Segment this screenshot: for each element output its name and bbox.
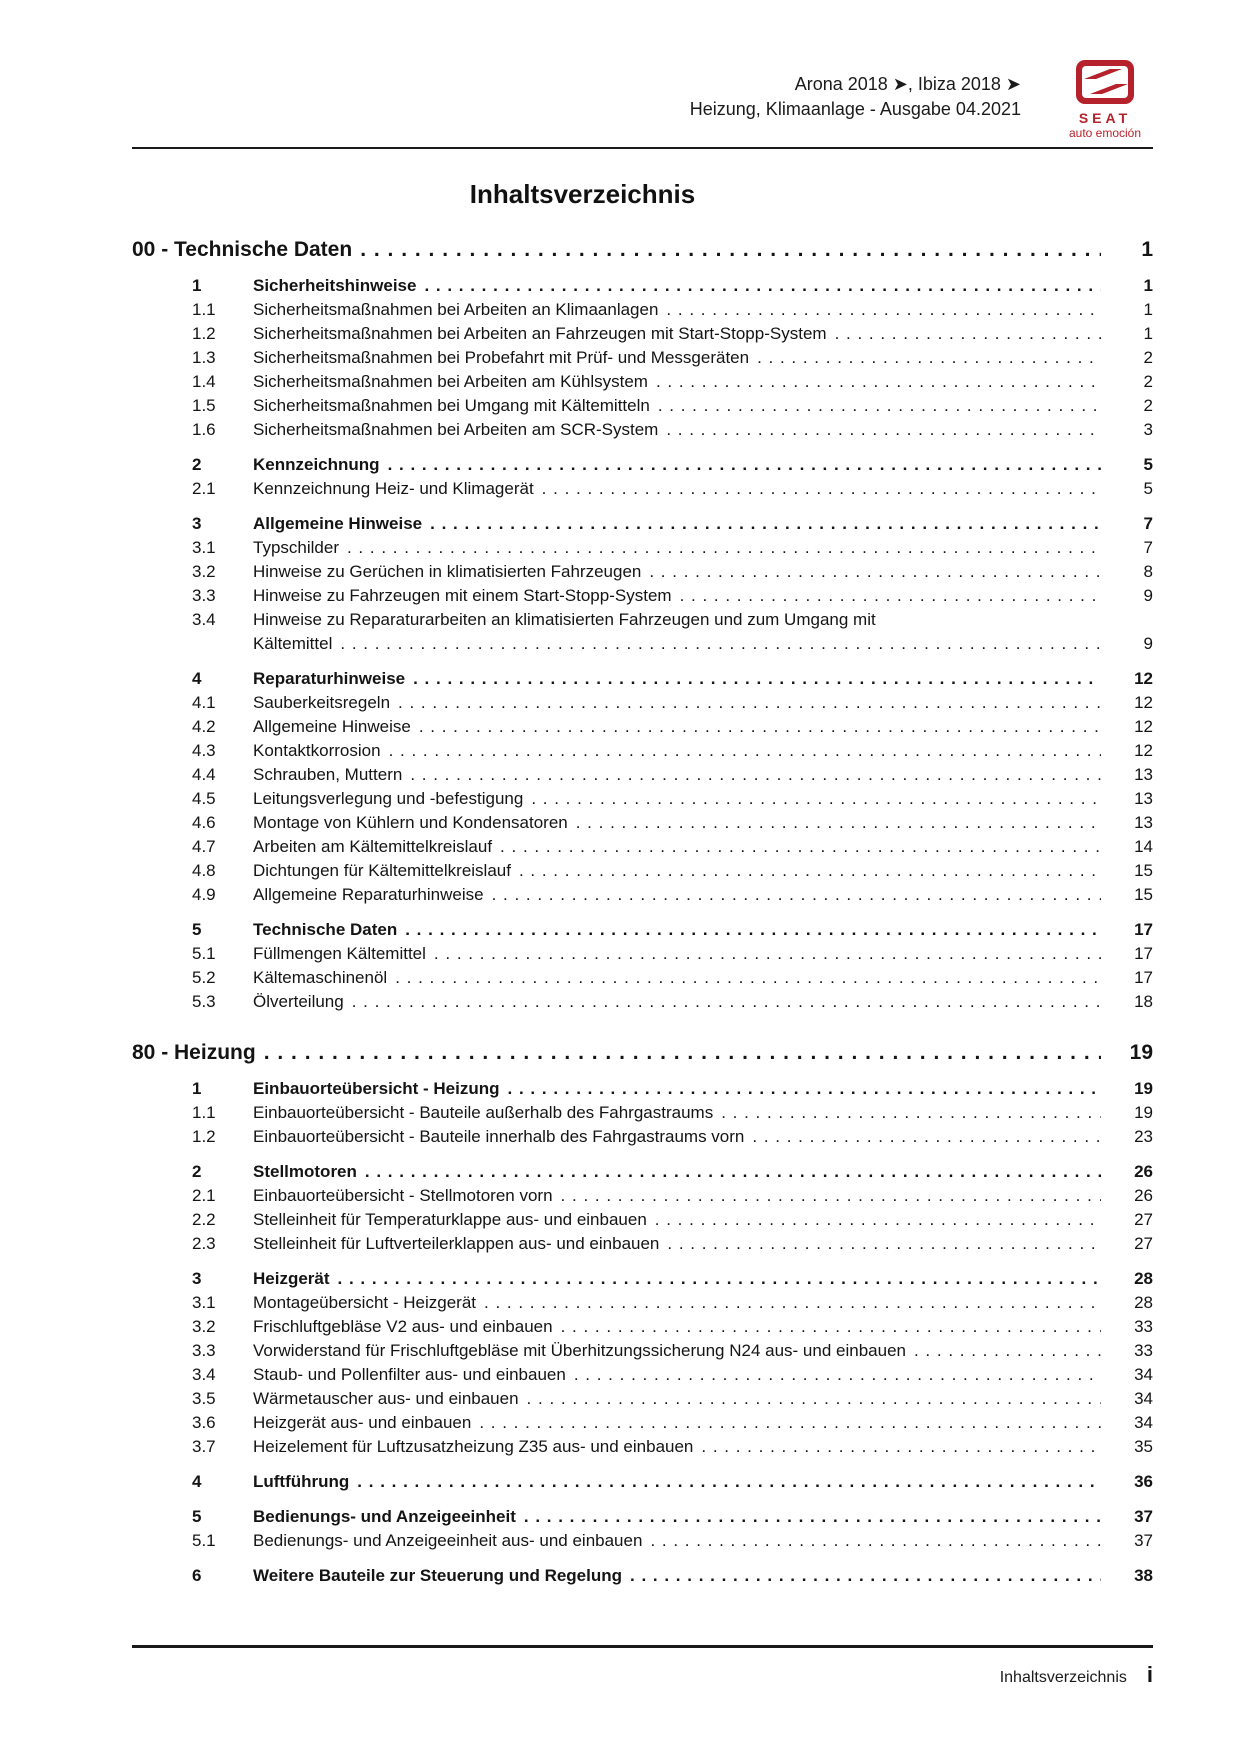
toc-entry-title: Luftführung xyxy=(253,1472,350,1491)
brand-logo xyxy=(1057,58,1153,140)
toc-entry-number: 1.3 xyxy=(192,348,216,367)
dot-leader xyxy=(527,1387,1101,1411)
dot-leader xyxy=(338,1267,1101,1291)
toc-entry-title: Sicherheitsmaßnahmen bei Arbeiten am SCR-System xyxy=(253,420,659,439)
toc-entry[interactable] xyxy=(132,1160,1153,1184)
toc-entry-page: 2 xyxy=(1143,396,1153,415)
toc-entry-title: Wärmetauscher aus- und einbauen xyxy=(253,1389,519,1408)
toc-entry-page: 5 xyxy=(1143,479,1153,498)
toc-entry-page: 38 xyxy=(1134,1566,1153,1585)
toc-entry-page: 9 xyxy=(1143,634,1153,653)
toc-entry-number: 4.8 xyxy=(192,861,216,880)
dot-leader xyxy=(479,1411,1101,1435)
toc-entry-number: 3 xyxy=(192,514,202,533)
toc-entry-page: 33 xyxy=(1134,1341,1153,1360)
toc-entry-number: 3.3 xyxy=(192,586,216,605)
dot-leader xyxy=(413,667,1101,691)
toc-entry-title: Einbauorteübersicht - Stellmotoren vorn xyxy=(253,1186,553,1205)
toc-entry[interactable] xyxy=(132,1435,1153,1459)
toc-entry-page: 27 xyxy=(1134,1234,1153,1253)
dot-leader xyxy=(264,1039,1101,1066)
toc-entry-title: Stelleinheit für Temperaturklappe aus- und einbauen xyxy=(253,1210,647,1229)
toc-entry[interactable] xyxy=(132,1411,1153,1435)
toc-entry[interactable] xyxy=(132,1315,1153,1339)
toc-entry-page: 1 xyxy=(1143,276,1153,295)
toc-entry[interactable] xyxy=(132,1077,1153,1101)
toc-entry[interactable] xyxy=(132,512,1153,536)
toc-entry[interactable] xyxy=(132,608,1153,632)
toc-entry-continuation[interactable] xyxy=(132,632,1153,656)
toc-entry-number: 2.1 xyxy=(192,479,216,498)
toc-entry-title: Stelleinheit für Luftverteilerklappen aus- und einbauen xyxy=(253,1234,660,1253)
toc-entry-page: 9 xyxy=(1143,586,1153,605)
page-header xyxy=(132,0,1153,140)
toc-section-page: 19 xyxy=(1129,1041,1153,1064)
toc-entry-title: Frischluftgebläse V2 aus- und einbauen xyxy=(253,1317,553,1336)
toc-entry-title: Einbauorteübersicht - Bauteile innerhalb des Fahrgastraums vorn xyxy=(253,1127,745,1146)
toc-entry-title: Hinweise zu Fahrzeugen mit einem Start-Stopp-System xyxy=(253,586,672,605)
toc-entry-title: Bedienungs- und Anzeigeeinheit aus- und einbauen xyxy=(253,1531,643,1550)
toc-entry-number: 2 xyxy=(192,455,202,474)
dot-leader xyxy=(650,1529,1101,1553)
toc-entry-title: Hinweise zu Reparaturarbeiten an klimatisierten Fahrzeugen und zum Umgang mit xyxy=(253,610,876,629)
footer-label: Inhaltsverzeichnis xyxy=(999,1669,1127,1686)
toc-section-title: 80 - Heizung xyxy=(132,1041,256,1064)
dot-leader xyxy=(656,370,1101,394)
dot-leader xyxy=(410,763,1101,787)
toc-entry-title: Füllmengen Kältemittel xyxy=(253,944,426,963)
toc-entry-page: 33 xyxy=(1134,1317,1153,1336)
toc-entry-title: Vorwiderstand für Frischluftgebläse mit Überhitzungssicherung N24 aus- und einbauen xyxy=(253,1341,906,1360)
toc-entry-title: Sicherheitsmaßnahmen bei Arbeiten am Kühlsystem xyxy=(253,372,648,391)
dot-leader xyxy=(630,1564,1101,1588)
toc-entry-page: 12 xyxy=(1134,741,1153,760)
toc-entry[interactable] xyxy=(132,918,1153,942)
toc-entry-number: 4.3 xyxy=(192,741,216,760)
dot-leader xyxy=(519,859,1101,883)
dot-leader xyxy=(508,1077,1101,1101)
toc-entry-page: 13 xyxy=(1134,813,1153,832)
dot-leader xyxy=(434,942,1101,966)
dot-leader xyxy=(492,883,1101,907)
toc-entry[interactable] xyxy=(132,1505,1153,1529)
toc-entry-page: 17 xyxy=(1134,920,1153,939)
toc-entry-number: 5 xyxy=(192,1507,202,1526)
seat-logo-icon xyxy=(1074,58,1136,111)
toc-entry-number: 3.1 xyxy=(192,538,216,557)
toc-entry-page: 26 xyxy=(1134,1186,1153,1205)
toc-entry-number: 5.2 xyxy=(192,968,216,987)
dot-leader xyxy=(680,584,1101,608)
dot-leader xyxy=(419,715,1101,739)
toc-entry-page: 34 xyxy=(1134,1413,1153,1432)
toc-entry-title: Stellmotoren xyxy=(253,1162,357,1181)
toc-entry[interactable] xyxy=(132,942,1153,966)
toc-entry-title: Staub- und Pollenfilter aus- und einbauen xyxy=(253,1365,566,1384)
dot-leader xyxy=(655,1208,1101,1232)
dot-leader xyxy=(424,274,1101,298)
toc-entry-number: 3.2 xyxy=(192,562,216,581)
toc-entry-title: Weitere Bauteile zur Steuerung und Regelung xyxy=(253,1566,623,1585)
toc-entry-page: 26 xyxy=(1134,1162,1153,1181)
toc-entry[interactable] xyxy=(132,394,1153,418)
toc-entry-number: 4.9 xyxy=(192,885,216,904)
toc-entry-title: Sicherheitsmaßnahmen bei Arbeiten an Fahrzeugen mit Start-Stopp-System xyxy=(253,324,827,343)
toc-entry-title: Heizgerät xyxy=(253,1269,330,1288)
toc-entry-number: 3.4 xyxy=(192,610,216,629)
dot-leader xyxy=(357,1470,1101,1494)
toc-entry-title: Kältemaschinenöl xyxy=(253,968,388,987)
dot-leader xyxy=(395,966,1101,990)
toc-entry[interactable] xyxy=(132,1208,1153,1232)
toc-entry-number: 3 xyxy=(192,1269,202,1288)
dot-leader xyxy=(352,990,1101,1014)
toc-section-heading[interactable] xyxy=(132,1039,1153,1066)
toc-entry-page: 8 xyxy=(1143,562,1153,581)
toc-entry-number: 1.2 xyxy=(192,1127,216,1146)
toc-entry[interactable] xyxy=(132,1387,1153,1411)
header-line-models: Arona 2018 ➤, Ibiza 2018 ➤ xyxy=(794,74,1021,94)
page-title: Inhaltsverzeichnis xyxy=(469,179,696,209)
toc-entry-number: 3.5 xyxy=(192,1389,216,1408)
toc-entry-number: 4.2 xyxy=(192,717,216,736)
dot-leader xyxy=(757,346,1101,370)
toc-entry[interactable] xyxy=(132,966,1153,990)
toc-entry-title: Kennzeichnung Heiz- und Klimagerät xyxy=(253,479,534,498)
toc-entry-number: 3.3 xyxy=(192,1341,216,1360)
toc-entry-page: 14 xyxy=(1134,837,1153,856)
toc-entry-page: 23 xyxy=(1134,1127,1153,1146)
dot-leader xyxy=(667,1232,1101,1256)
toc-entry-number: 2.1 xyxy=(192,1186,216,1205)
toc-entry[interactable] xyxy=(132,584,1153,608)
toc-entry-page: 34 xyxy=(1134,1389,1153,1408)
dot-leader xyxy=(388,453,1101,477)
dot-leader xyxy=(389,739,1101,763)
toc-entry[interactable] xyxy=(132,560,1153,584)
toc-entry-title: Sauberkeitsregeln xyxy=(253,693,391,712)
toc-entry-number: 4 xyxy=(192,1472,202,1491)
toc-entry-number: 3.6 xyxy=(192,1413,216,1432)
toc-entry-title: Allgemeine Hinweise xyxy=(253,514,423,533)
toc-entry[interactable] xyxy=(132,477,1153,501)
dot-leader xyxy=(649,560,1101,584)
toc-entry-title: Reparaturhinweise xyxy=(253,669,406,688)
logo-tagline-text: auto emoción xyxy=(1068,126,1142,140)
footer-page-number: i xyxy=(1146,1662,1153,1687)
toc-entry[interactable] xyxy=(132,835,1153,859)
toc-entry-page: 2 xyxy=(1143,348,1153,367)
toc-entry-title: Einbauorteübersicht - Heizung xyxy=(253,1079,500,1098)
toc-entry-page: 17 xyxy=(1134,968,1153,987)
toc-entry[interactable] xyxy=(132,274,1153,298)
toc-entry-page: 12 xyxy=(1134,669,1153,688)
toc-entry-number: 2 xyxy=(192,1162,202,1181)
dot-leader xyxy=(360,236,1101,263)
dot-leader xyxy=(524,1505,1101,1529)
toc-entry-title: Arbeiten am Kältemittelkreislauf xyxy=(253,837,493,856)
dot-leader xyxy=(752,1125,1101,1149)
dot-leader xyxy=(542,477,1101,501)
toc-entry[interactable] xyxy=(132,322,1153,346)
toc-entry-number: 4 xyxy=(192,669,202,688)
dot-leader xyxy=(531,787,1101,811)
toc xyxy=(132,236,1153,1588)
toc-entry-page: 28 xyxy=(1134,1293,1153,1312)
toc-entry-number: 1.5 xyxy=(192,396,216,415)
toc-entry[interactable] xyxy=(132,691,1153,715)
toc-entry-page: 12 xyxy=(1134,717,1153,736)
toc-section-heading[interactable] xyxy=(132,236,1153,263)
toc-entry[interactable] xyxy=(132,346,1153,370)
toc-entry-number: 1.6 xyxy=(192,420,216,439)
toc-entry-page: 17 xyxy=(1134,944,1153,963)
toc-entry-title: Typschilder xyxy=(253,538,339,557)
toc-entry[interactable] xyxy=(132,859,1153,883)
toc-entry[interactable] xyxy=(132,1291,1153,1315)
toc-entry-title: Ölverteilung xyxy=(253,992,344,1011)
toc-entry-title: Allgemeine Hinweise xyxy=(253,717,411,736)
dot-leader xyxy=(666,418,1101,442)
toc-entry-title: Kältemittel xyxy=(253,634,333,653)
dot-leader xyxy=(576,811,1101,835)
toc-entry-number: 5.1 xyxy=(192,1531,216,1550)
toc-entry-title: Bedienungs- und Anzeigeeinheit xyxy=(253,1507,516,1526)
dot-leader xyxy=(484,1291,1101,1315)
toc-entry-page: 36 xyxy=(1134,1472,1153,1491)
toc-entry[interactable] xyxy=(132,739,1153,763)
dot-leader xyxy=(430,512,1101,536)
toc-entry[interactable] xyxy=(132,715,1153,739)
page-footer xyxy=(132,1645,1153,1688)
toc-entry[interactable] xyxy=(132,1267,1153,1291)
toc-entry-title: Technische Daten xyxy=(253,920,398,939)
toc-entry[interactable] xyxy=(132,1363,1153,1387)
toc-entry-page: 2 xyxy=(1143,372,1153,391)
toc-entry-number: 5.1 xyxy=(192,944,216,963)
toc-entry-title: Leitungsverlegung und -befestigung xyxy=(253,789,524,808)
toc-entry-title: Sicherheitsmaßnahmen bei Umgang mit Kältemitteln xyxy=(253,396,650,415)
toc-entry-number: 1.1 xyxy=(192,1103,216,1122)
dot-leader xyxy=(701,1435,1101,1459)
dot-leader xyxy=(347,536,1101,560)
toc-entry-page: 27 xyxy=(1134,1210,1153,1229)
toc-entry-number: 4.4 xyxy=(192,765,216,784)
toc-entry-number: 4.7 xyxy=(192,837,216,856)
toc-entry-page: 7 xyxy=(1143,514,1153,533)
toc-entry-number: 4.6 xyxy=(192,813,216,832)
dot-leader xyxy=(658,394,1101,418)
toc-section-page: 1 xyxy=(1141,238,1153,261)
toc-entry-number: 3.2 xyxy=(192,1317,216,1336)
toc-entry-number: 1.1 xyxy=(192,300,216,319)
toc-entry[interactable] xyxy=(132,990,1153,1014)
toc-entry-title: Sicherheitshinweise xyxy=(253,276,417,295)
dot-leader xyxy=(398,691,1101,715)
toc-entry-title: Kontaktkorrosion xyxy=(253,741,381,760)
toc-entry[interactable] xyxy=(132,1232,1153,1256)
toc-entry-title: Hinweise zu Gerüchen in klimatisierten Fahrzeugen xyxy=(253,562,642,581)
toc-entry[interactable] xyxy=(132,1339,1153,1363)
toc-entry[interactable] xyxy=(132,418,1153,442)
toc-entry[interactable] xyxy=(132,370,1153,394)
dot-leader xyxy=(561,1184,1101,1208)
toc-entry-number: 1 xyxy=(192,1079,202,1098)
dot-leader xyxy=(835,322,1101,346)
dot-leader xyxy=(405,918,1101,942)
header-line-edition: Heizung, Klimaanlage - Ausgabe 04.2021 xyxy=(689,99,1021,119)
toc-entry-title: Sicherheitsmaßnahmen bei Arbeiten an Klimaanlagen xyxy=(253,300,659,319)
toc-entry[interactable] xyxy=(132,1529,1153,1553)
toc-entry-title: Allgemeine Reparaturhinweise xyxy=(253,885,484,904)
toc-entry[interactable] xyxy=(132,763,1153,787)
toc-entry-page: 3 xyxy=(1143,420,1153,439)
toc-entry-page: 15 xyxy=(1134,885,1153,904)
toc-entry[interactable] xyxy=(132,536,1153,560)
toc-entry[interactable] xyxy=(132,883,1153,907)
toc-entry-page: 28 xyxy=(1134,1269,1153,1288)
toc-entry-title: Montage von Kühlern und Kondensatoren xyxy=(253,813,568,832)
toc-entry[interactable] xyxy=(132,1125,1153,1149)
toc-entry-page: 5 xyxy=(1143,455,1153,474)
toc-entry-page: 15 xyxy=(1134,861,1153,880)
toc-entry-number: 1 xyxy=(192,276,202,295)
toc-entry-title: Einbauorteübersicht - Bauteile außerhalb des Fahrgastraums xyxy=(253,1103,714,1122)
toc-entry-number: 1.4 xyxy=(192,372,216,391)
dot-leader xyxy=(340,632,1101,656)
toc-entry[interactable] xyxy=(132,667,1153,691)
toc-entry[interactable] xyxy=(132,1470,1153,1494)
toc-entry[interactable] xyxy=(132,453,1153,477)
toc-entry-number: 2.2 xyxy=(192,1210,216,1229)
toc-entry-page: 7 xyxy=(1143,538,1153,557)
toc-entry[interactable] xyxy=(132,298,1153,322)
toc-entry-page: 35 xyxy=(1134,1437,1153,1456)
toc-entry-number: 3.7 xyxy=(192,1437,216,1456)
logo-brand-text: SEAT xyxy=(1078,110,1132,126)
toc-entry-title: Heizelement für Luftzusatzheizung Z35 aus- und einbauen xyxy=(253,1437,694,1456)
toc-entry[interactable] xyxy=(132,811,1153,835)
toc-entry-title: Sicherheitsmaßnahmen bei Probefahrt mit Prüf- und Messgeräten xyxy=(253,348,750,367)
toc-entry[interactable] xyxy=(132,1564,1153,1588)
toc-entry-title: Montageübersicht - Heizgerät xyxy=(253,1293,477,1312)
toc-entry-title: Schrauben, Muttern xyxy=(253,765,403,784)
toc-entry-title: Kennzeichnung xyxy=(253,455,380,474)
toc-entry-page: 1 xyxy=(1143,324,1153,343)
dot-leader xyxy=(574,1363,1101,1387)
toc-entry-page: 13 xyxy=(1134,765,1153,784)
toc-entry[interactable] xyxy=(132,1101,1153,1125)
toc-entry-title: Dichtungen für Kältemittelkreislauf xyxy=(253,861,511,880)
toc-entry-page: 12 xyxy=(1134,693,1153,712)
toc-entry-number: 2.3 xyxy=(192,1234,216,1253)
dot-leader xyxy=(365,1160,1101,1184)
toc-entry-title: Heizgerät aus- und einbauen xyxy=(253,1413,472,1432)
dot-leader xyxy=(666,298,1101,322)
toc-entry-page: 13 xyxy=(1134,789,1153,808)
dot-leader xyxy=(561,1315,1101,1339)
toc-entry-number: 4.5 xyxy=(192,789,216,808)
toc-entry-page: 37 xyxy=(1134,1507,1153,1526)
dot-leader xyxy=(500,835,1101,859)
toc-entry-page: 37 xyxy=(1134,1531,1153,1550)
dot-leader xyxy=(721,1101,1101,1125)
toc-entry-number: 5.3 xyxy=(192,992,216,1011)
toc-entry-page: 34 xyxy=(1134,1365,1153,1384)
toc-entry-number: 6 xyxy=(192,1566,202,1585)
dot-leader xyxy=(914,1339,1101,1363)
toc-entry-number: 4.1 xyxy=(192,693,216,712)
toc-entry-page: 18 xyxy=(1134,992,1153,1011)
toc-entry-number: 3.1 xyxy=(192,1293,216,1312)
toc-entry[interactable] xyxy=(132,787,1153,811)
toc-entry-number: 1.2 xyxy=(192,324,216,343)
toc-entry-page: 19 xyxy=(1134,1079,1153,1098)
header-model-info xyxy=(690,72,1021,122)
toc-entry-page: 19 xyxy=(1134,1103,1153,1122)
toc-entry-page: 1 xyxy=(1143,300,1153,319)
header-divider xyxy=(132,147,1153,149)
toc-entry-number: 5 xyxy=(192,920,202,939)
toc-entry[interactable] xyxy=(132,1184,1153,1208)
toc-entry-number: 3.4 xyxy=(192,1365,216,1384)
toc-section-title: 00 - Technische Daten xyxy=(132,238,353,261)
